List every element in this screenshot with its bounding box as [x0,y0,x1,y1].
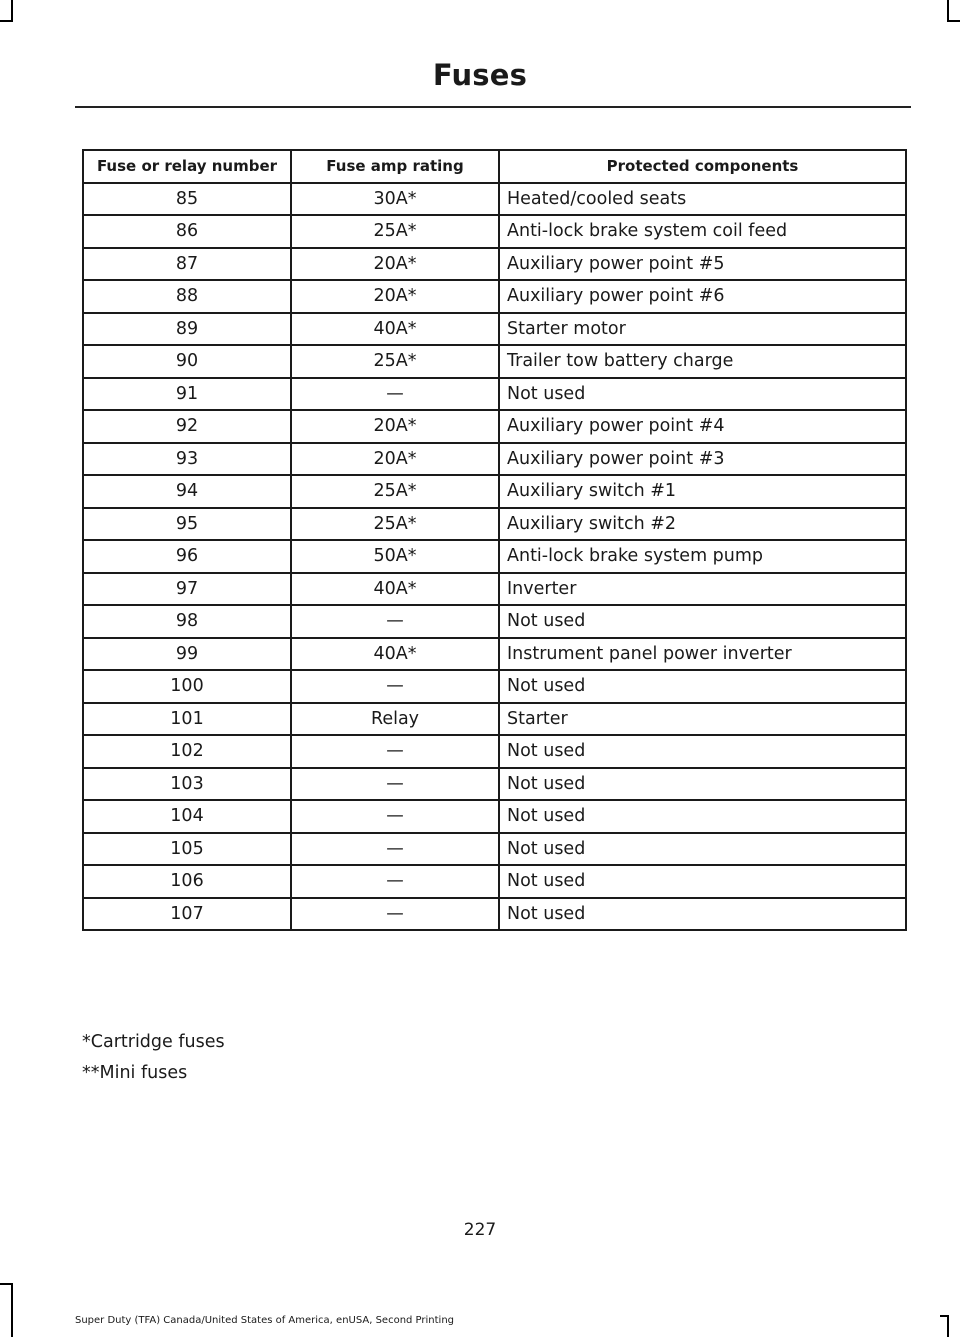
table-row [83,475,906,508]
fuse-number-cell: 105 [83,833,291,866]
amp-rating-cell: 40A* [291,638,499,671]
table-row [83,670,906,703]
column-header-protected-components: Protected components [499,150,906,183]
amp-rating-cell: 40A* [291,313,499,346]
protected-component-cell: Auxiliary power point #3 [499,443,906,476]
table-row [83,313,906,346]
amp-rating-cell: — [291,605,499,638]
fuse-number-cell: 87 [83,248,291,281]
table-row [83,638,906,671]
amp-rating-cell: Relay [291,703,499,736]
fuse-number-cell: 102 [83,735,291,768]
amp-rating-cell: 20A* [291,280,499,313]
protected-component-cell: Auxiliary power point #6 [499,280,906,313]
table-row [83,735,906,768]
footnote-mini-fuses: **Mini fuses [82,1063,188,1083]
page-number: 227 [463,1220,497,1240]
crop-mark-bottom-left-v [11,1283,13,1337]
table-row [83,768,906,801]
table-row [83,865,906,898]
protected-component-cell: Not used [499,898,906,931]
protected-component-cell: Instrument panel power inverter [499,638,906,671]
protected-component-cell: Trailer tow battery charge [499,345,906,378]
amp-rating-cell: 25A* [291,345,499,378]
protected-component-cell: Auxiliary power point #5 [499,248,906,281]
fuse-number-cell: 97 [83,573,291,606]
protected-component-cell: Not used [499,800,906,833]
amp-rating-cell: 20A* [291,443,499,476]
amp-rating-cell: 25A* [291,508,499,541]
amp-rating-cell: 25A* [291,475,499,508]
amp-rating-cell: — [291,670,499,703]
crop-mark-top-left-v [11,0,13,22]
page-title: Fuses [432,58,528,92]
protected-component-cell: Inverter [499,573,906,606]
fuse-number-cell: 98 [83,605,291,638]
table-row [83,280,906,313]
protected-component-cell: Anti-lock brake system coil feed [499,215,906,248]
protected-component-cell: Not used [499,605,906,638]
fuse-number-cell: 106 [83,865,291,898]
fuse-number-cell: 92 [83,410,291,443]
amp-rating-cell: — [291,800,499,833]
amp-rating-cell: 20A* [291,248,499,281]
table-header-row [83,150,906,183]
fuse-number-cell: 95 [83,508,291,541]
amp-rating-cell: — [291,735,499,768]
title-divider [75,106,911,108]
protected-component-cell: Auxiliary power point #4 [499,410,906,443]
fuse-number-cell: 94 [83,475,291,508]
column-header-fuse-number: Fuse or relay number [83,150,291,183]
fuse-number-cell: 100 [83,670,291,703]
protected-component-cell: Not used [499,865,906,898]
document-footer: Super Duty (TFA) Canada/United States of America, enUSA, Second Printing [75,1315,455,1326]
amp-rating-cell: — [291,378,499,411]
protected-component-cell: Not used [499,768,906,801]
amp-rating-cell: 20A* [291,410,499,443]
amp-rating-cell: — [291,865,499,898]
fuse-number-cell: 90 [83,345,291,378]
protected-component-cell: Not used [499,670,906,703]
crop-mark-top-left-h [0,20,13,22]
protected-component-cell: Heated/cooled seats [499,183,906,216]
crop-mark-top-right-h [947,20,960,22]
table-row [83,508,906,541]
table-row [83,410,906,443]
crop-mark-bottom-right-v [947,1315,949,1337]
fuse-number-cell: 86 [83,215,291,248]
amp-rating-cell: 40A* [291,573,499,606]
fuse-number-cell: 99 [83,638,291,671]
table-row [83,573,906,606]
protected-component-cell: Not used [499,833,906,866]
protected-component-cell: Auxiliary switch #1 [499,475,906,508]
amp-rating-cell: 25A* [291,215,499,248]
table-row [83,183,906,216]
fuse-number-cell: 96 [83,540,291,573]
protected-component-cell: Starter motor [499,313,906,346]
amp-rating-cell: 50A* [291,540,499,573]
protected-component-cell: Auxiliary switch #2 [499,508,906,541]
fuse-number-cell: 103 [83,768,291,801]
footnote-cartridge-fuses: *Cartridge fuses [82,1032,225,1052]
table-row [83,605,906,638]
fuse-table [82,149,907,931]
table-row [83,378,906,411]
crop-mark-top-right-v [947,0,949,22]
amp-rating-cell: — [291,833,499,866]
table-row [83,833,906,866]
fuse-number-cell: 101 [83,703,291,736]
protected-component-cell: Not used [499,735,906,768]
fuse-number-cell: 85 [83,183,291,216]
amp-rating-cell: — [291,898,499,931]
crop-mark-bottom-right-h [940,1315,949,1317]
table-row [83,540,906,573]
fuse-number-cell: 88 [83,280,291,313]
crop-mark-bottom-left-h [0,1283,13,1285]
fuse-number-cell: 104 [83,800,291,833]
fuse-number-cell: 89 [83,313,291,346]
table-body [83,183,906,931]
table-row [83,898,906,931]
protected-component-cell: Anti-lock brake system pump [499,540,906,573]
fuse-number-cell: 93 [83,443,291,476]
table-row [83,215,906,248]
table-row [83,443,906,476]
amp-rating-cell: — [291,768,499,801]
fuse-number-cell: 91 [83,378,291,411]
table-row [83,345,906,378]
table-row [83,703,906,736]
protected-component-cell: Starter [499,703,906,736]
protected-component-cell: Not used [499,378,906,411]
fuse-number-cell: 107 [83,898,291,931]
table-row [83,248,906,281]
column-header-amp-rating: Fuse amp rating [291,150,499,183]
table-row [83,800,906,833]
amp-rating-cell: 30A* [291,183,499,216]
